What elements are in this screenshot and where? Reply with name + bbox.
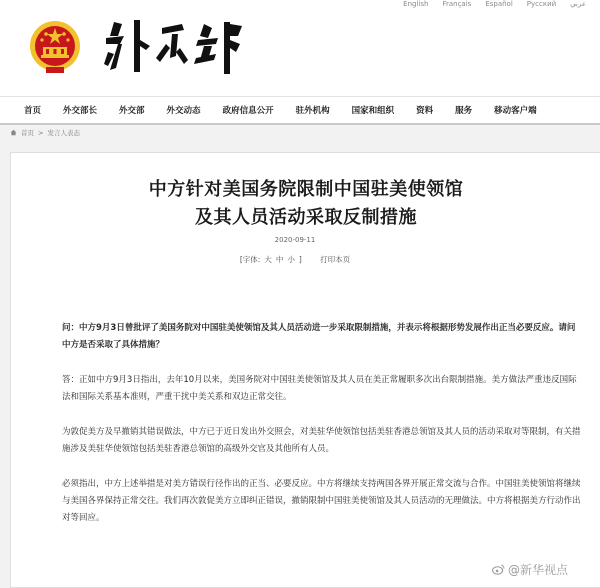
- question-paragraph: 问：中方9月3日曾批评了美国务院对中国驻美使领馆及其人员活动进一步采取限制措施，并表示将根据形势发展作出正当必要反应。请问中方是否采取了具体措施？: [62, 323, 576, 350]
- watermark-text: @新华视点: [508, 563, 569, 577]
- font-label-close: ]: [298, 255, 302, 264]
- breadcrumb-home[interactable]: 首页: [21, 129, 34, 137]
- answer-paragraph-1: 答：正如中方9月3日指出，去年10月以来，美国务院对中国驻美使领馆及其人员在美正常履职多次出台限制措施。美方做法严重违反国际法和国际关系基本准则，严重干扰中美关系和双边正常交往。: [62, 375, 577, 402]
- font-label: [字体:: [239, 255, 261, 264]
- print-page-link[interactable]: 打印本页: [320, 255, 351, 264]
- breadcrumb-section[interactable]: 发言人表态: [47, 129, 80, 137]
- lang-english[interactable]: English: [403, 0, 429, 8]
- lang-russian[interactable]: Русский: [526, 0, 557, 8]
- nav-diplomatic-news[interactable]: 外交动态: [166, 106, 201, 116]
- nav-minister[interactable]: 外交部长: [63, 106, 98, 116]
- font-medium-button[interactable]: 中: [275, 255, 284, 264]
- font-size-control: [0, 254, 590, 265]
- language-bar: [403, 0, 586, 8]
- main-nav: [0, 96, 600, 125]
- publish-date: 2020-09-11: [274, 236, 316, 244]
- lang-spanish[interactable]: Español: [485, 0, 513, 8]
- font-small-button[interactable]: 小: [287, 255, 295, 264]
- national-emblem-icon[interactable]: [26, 18, 84, 78]
- ministry-calligraphy-logo[interactable]: [100, 14, 250, 78]
- answer-paragraph-3: 必须指出，中方上述举措是对美方错误行径作出的正当、必要反应。中方将继续支持两国各界开展正常交流与合作。中国驻美使领馆将继续与美国各界保持正常交往。我们再次敦促美方立即纠正错误，撤销限制中国驻美使领馆及其人员活动的无理做法。中方将根据美方行动作出对等回应。: [62, 479, 581, 523]
- article-title-line-1: 中方针对美国务院限制中国驻美使领馆: [148, 179, 464, 200]
- weibo-icon: [492, 564, 505, 575]
- article-title-line-2: 及其人员活动采取反制措施: [195, 207, 417, 228]
- home-icon: [10, 129, 17, 136]
- nav-resources[interactable]: 资料: [416, 106, 434, 116]
- nav-home[interactable]: 首页: [24, 106, 42, 116]
- nav-ministry[interactable]: 外交部: [119, 106, 145, 116]
- lang-french[interactable]: Français: [442, 0, 472, 8]
- nav-countries[interactable]: 国家和组织: [351, 106, 395, 116]
- answer-paragraph-2: 为敦促美方及早撤销其错误做法，中方已于近日发出外交照会，对美驻华使领馆包括美驻香港总领馆及其人员的活动采取对等限制，有关措施涉及美驻华使领馆包括美驻香港总领馆的高级外交官及其他所有人员。: [62, 427, 581, 454]
- nav-mobile-client[interactable]: 移动客户端: [494, 106, 537, 116]
- lang-arabic[interactable]: عربي: [570, 0, 586, 8]
- nav-services[interactable]: 服务: [455, 106, 473, 116]
- breadcrumb: [10, 128, 80, 137]
- nav-missions[interactable]: 驻外机构: [295, 106, 330, 116]
- breadcrumb-separator: >: [38, 128, 44, 137]
- font-large-button[interactable]: 大: [264, 255, 272, 264]
- site-header: [0, 0, 600, 96]
- watermark: [492, 561, 568, 578]
- nav-gov-info[interactable]: 政府信息公开: [222, 106, 274, 116]
